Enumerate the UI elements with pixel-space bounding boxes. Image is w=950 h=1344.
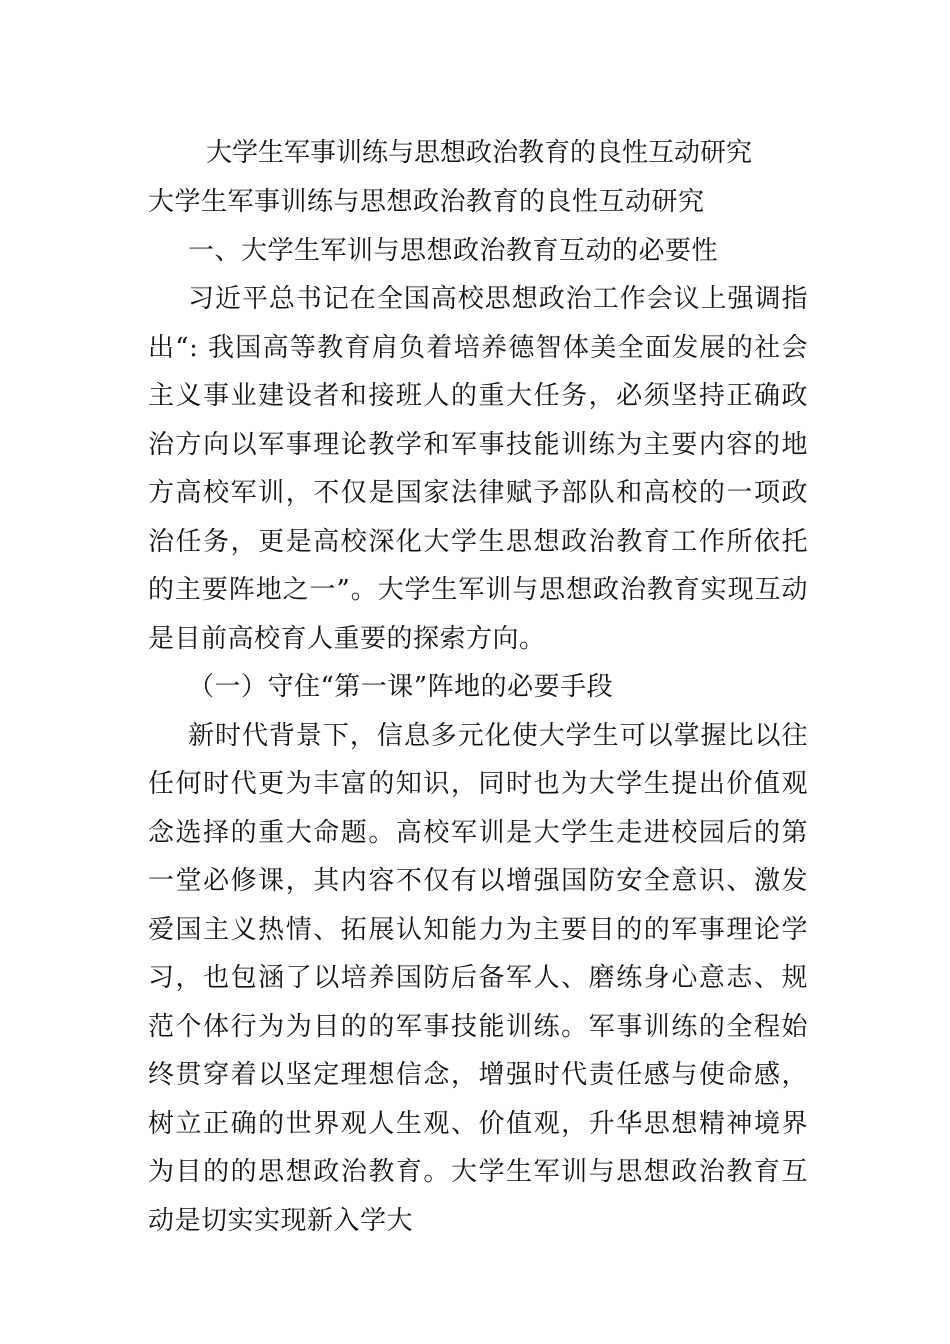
document-title: 大学生军事训练与思想政治教育的良性互动研究 [206, 138, 753, 168]
section-heading: 一、大学生军训与思想政治教育互动的必要性 [188, 235, 719, 266]
document-subtitle: 大学生军事训练与思想政治教育的良性互动研究 [148, 187, 705, 217]
subsection-heading: （一）守住“第一课”阵地的必要手段 [188, 672, 614, 702]
body-paragraph: 习近平总书记在全国高校思想政治工作会议上强调指出“: 我国高等教育肩负着培养德智体美全面发展的社会主义事业建设者和接班人的重大任务，必须坚持正确政治方向以军事理论教学和军事技能训练为主要内容的地方高校军训，不仅是国家法律赋予部队和高校的一项政治任务，更是高校深化大学生思想政治教育工作所依托的主要阵地之一”。大学生军训与思想政治教育实现互动是目前高校育人重要的探索方向。 [148, 284, 808, 654]
body-paragraph: 新时代背景下，信息多元化使大学生可以掌握比以往任何时代更为丰富的知识，同时也为大学生提出价值观念选择的重大命题。高校军训是大学生走进校园后的第一堂必修课，其内容不仅有以增强国防安全意识、激发爱国主义热情、拓展认知能力为主要目的的军事理论学习，也包涵了以培养国防后备军人、磨练身心意志、规范个体行为为目的的军事技能训练。军事训练的全程始终贯穿着以坚定理想信念，增强时代责任感与使命感，树立正确的世界观人生观、价值观，升华思想精神境界为目的的思想政治教育。大学生军训与思想政治教育互动是切实实现新入学大 [148, 720, 808, 1236]
document-body [148, 178, 808, 1245]
